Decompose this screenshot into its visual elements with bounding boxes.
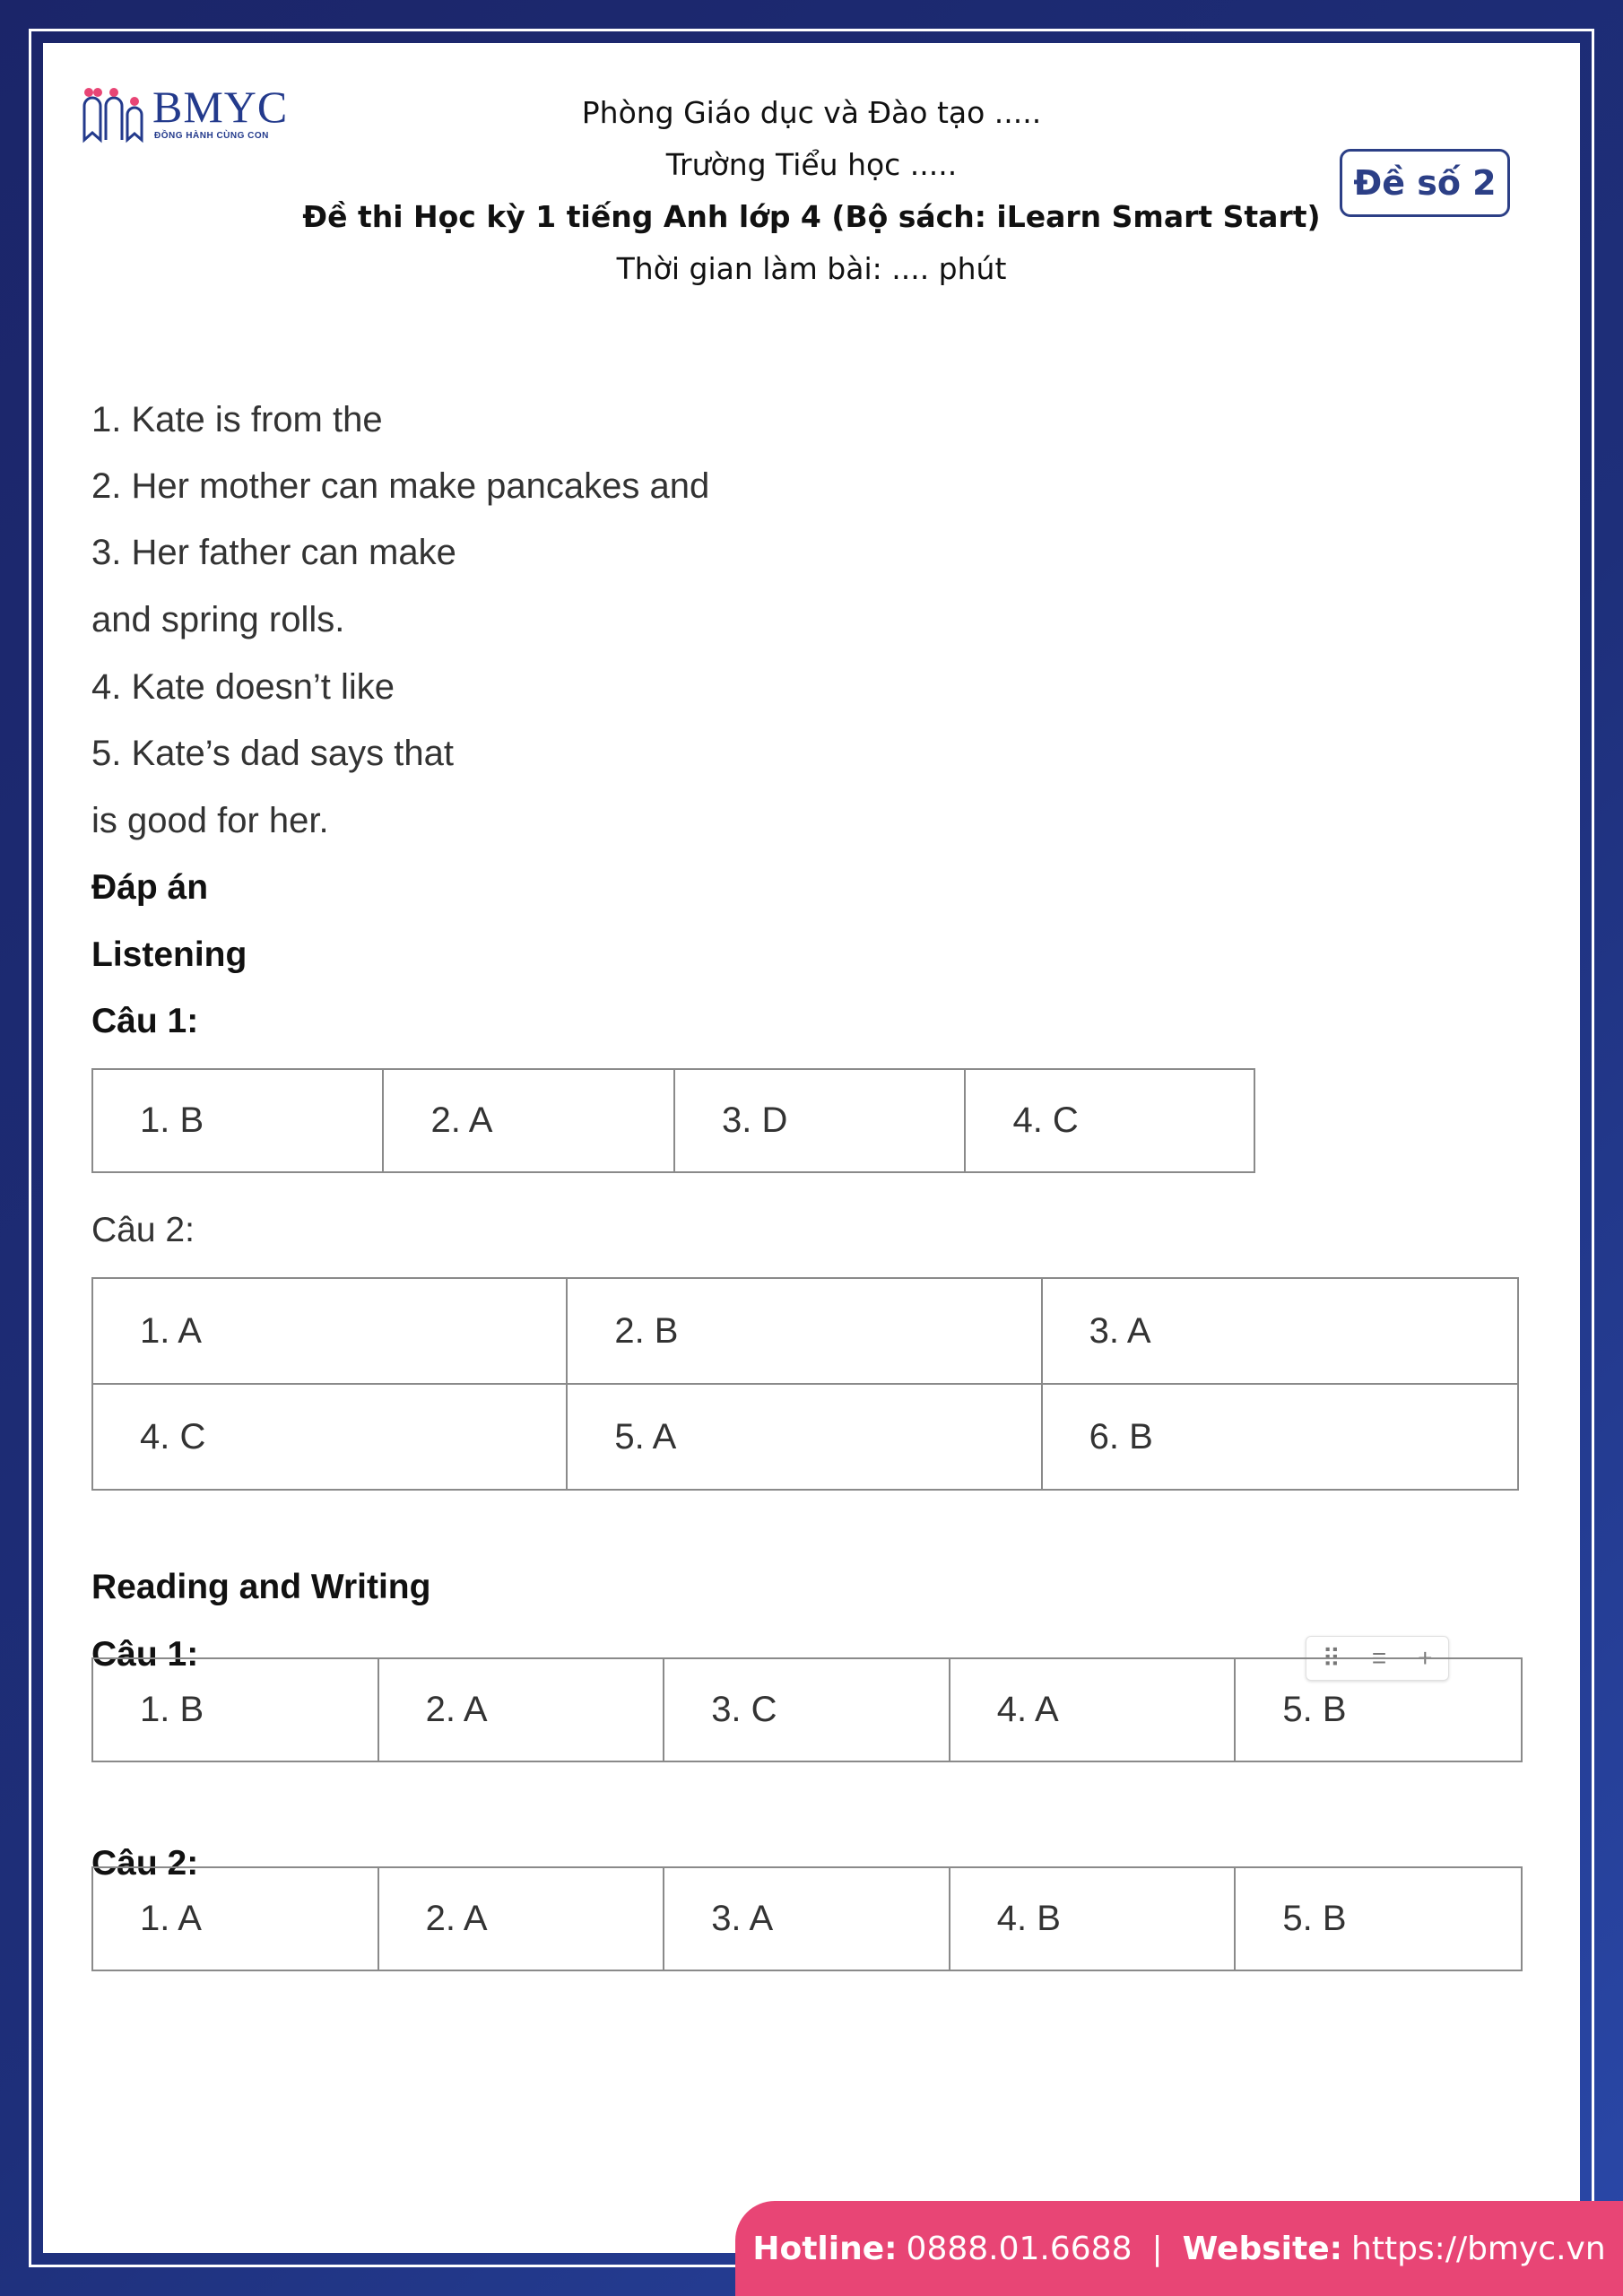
logo-tagline: ĐỒNG HÀNH CÙNG CON [154, 131, 269, 141]
question-line: is good for her. [91, 801, 329, 840]
hotline-label: Hotline: [752, 2230, 898, 2267]
table-row [92, 1384, 1518, 1490]
answer-cell: 1. A [92, 1278, 567, 1384]
reading-cau1-label: Câu 1: [91, 1635, 199, 1674]
drag-handle-icon[interactable]: ⠿ [1322, 1644, 1341, 1673]
contact-footer [735, 2201, 1623, 2296]
header-department: Phòng Giáo dục và Đào tạo ..... [581, 95, 1042, 130]
listening-cau2-label: Câu 2: [91, 1211, 195, 1249]
answer-cell: 5. A [567, 1384, 1041, 1490]
question-line: and spring rolls. [91, 600, 345, 639]
answer-cell: 5. B [1235, 1867, 1522, 1970]
answer-cell: 4. C [92, 1384, 567, 1490]
answer-cell: 2. A [378, 1867, 664, 1970]
reading-cau2-label: Câu 2: [91, 1844, 199, 1883]
header-duration: Thời gian làm bài: .... phút [616, 251, 1007, 286]
answer-cell: 1. B [92, 1658, 378, 1761]
answer-cell: 1. B [92, 1069, 383, 1172]
answer-cell: 4. A [950, 1658, 1236, 1761]
align-icon[interactable]: ≡ [1371, 1644, 1387, 1672]
answer-cell: 4. C [965, 1069, 1254, 1172]
document-page [43, 43, 1580, 2253]
hotline-number[interactable]: 0888.01.6688 [906, 2230, 1133, 2267]
website-label: Website: [1182, 2230, 1343, 2267]
footer-separator: | [1151, 2230, 1163, 2267]
table-row [92, 1278, 1518, 1384]
header-exam-title: Đề thi Học kỳ 1 tiếng Anh lớp 4 (Bộ sách: iLearn Smart Start) [302, 199, 1321, 234]
answer-cell: 5. B [1235, 1658, 1522, 1761]
exam-number-badge: Đề số 2 [1340, 149, 1510, 217]
listening-cau2-table [91, 1277, 1519, 1491]
answer-cell: 3. C [664, 1658, 950, 1761]
question-line: 1. Kate is from the [91, 400, 383, 439]
listening-heading: Listening [91, 935, 247, 974]
answer-cell: 3. A [1042, 1278, 1518, 1384]
question-line: 5. Kate’s dad says that [91, 734, 454, 773]
answer-cell: 2. A [383, 1069, 673, 1172]
answer-cell: 2. B [567, 1278, 1041, 1384]
answer-cell: 1. A [92, 1867, 378, 1970]
website-link[interactable]: https://bmyc.vn [1351, 2230, 1606, 2267]
add-icon[interactable]: + [1418, 1644, 1433, 1672]
answer-cell: 4. B [950, 1867, 1236, 1970]
answer-cell: 6. B [1042, 1384, 1518, 1490]
question-line: 2. Her mother can make pancakes and [91, 466, 710, 506]
reading-cau1-table [91, 1657, 1523, 1762]
listening-cau1-table [91, 1068, 1255, 1173]
answer-cell: 3. D [674, 1069, 965, 1172]
header-school: Trường Tiểu học ..... [665, 147, 958, 182]
listening-cau1-label: Câu 1: [91, 1002, 199, 1040]
reading-writing-heading: Reading and Writing [91, 1568, 431, 1606]
question-line: 3. Her father can make [91, 533, 456, 572]
answer-key-heading: Đáp án [91, 868, 209, 907]
answer-cell: 3. A [664, 1867, 950, 1970]
logo-brand-text: BMYC [152, 82, 289, 132]
question-line: 4. Kate doesn’t like [91, 667, 395, 707]
answer-cell: 2. A [378, 1658, 664, 1761]
reading-cau2-table [91, 1866, 1523, 1971]
